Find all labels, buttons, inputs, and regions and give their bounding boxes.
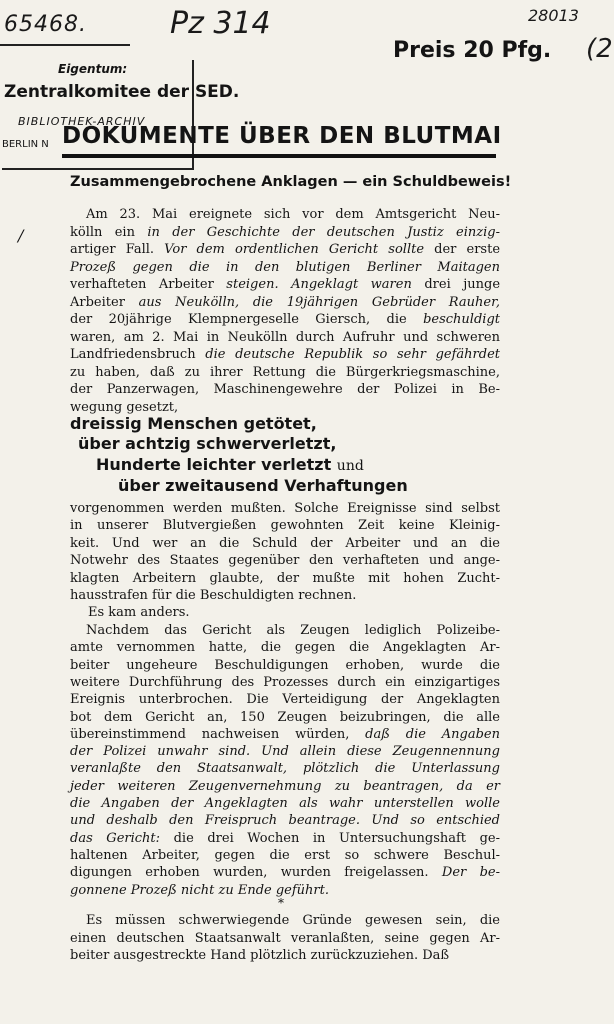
text-segment: einen deutschen Staatsanwalt veranlaßten, seine gegen Ar- <box>70 930 500 946</box>
text-segment: haltenen Arbeiter, gegen die erst so schwere Beschul- <box>70 847 500 863</box>
text-line <box>70 517 500 535</box>
text-line <box>70 381 500 399</box>
text-segment: Ereignis unterbrochen. Die Verteidigung der Angeklagten <box>70 692 500 708</box>
highlight-arrests: über zweitausend Verhaftungen <box>118 476 408 495</box>
subheadline: Zusammengebrochene Anklagen — ein Schuldbeweis! <box>70 174 512 190</box>
text-segment: klagten Arbeitern glaubte, der mußte mit hohen Zucht- <box>70 570 500 586</box>
text-line <box>70 311 500 329</box>
text-segment: daß die Angaben <box>365 726 500 742</box>
text-line <box>70 812 500 830</box>
text-line <box>70 346 500 364</box>
text-line <box>86 206 500 224</box>
text-segment: drei junge <box>424 277 501 292</box>
signature-annotation: Pz 314 <box>170 6 271 41</box>
text-line <box>70 294 500 312</box>
text-segment: die Angaben der Angeklagten als wahr unterstellen wolle <box>70 796 500 811</box>
text-segment: der 20jährige Klempnergeselle Giersch, die <box>70 312 424 327</box>
text-segment: gonnene Prozeß nicht zu Ende geführt. <box>70 882 329 898</box>
text-segment: steigen. Angeklagt waren <box>213 277 425 292</box>
highlight-severely-injured: über achtzig schwerverletzt, <box>78 434 337 453</box>
text-line <box>70 535 500 553</box>
text-line <box>70 795 500 813</box>
inventory-underline <box>0 44 130 46</box>
text-segment: verhafteten Arbeiter <box>70 277 214 292</box>
text-line <box>70 691 500 709</box>
text-segment: Der be- <box>441 865 500 881</box>
text-line <box>70 847 500 865</box>
text-segment: Prozeß gegen die in den blutigen Berliner Maitagen <box>70 259 500 275</box>
stamp-library: BIBLIOTHEK-ARCHIV <box>18 115 146 128</box>
text-segment: weitere Durchführung des Prozesses durch ein einzigartiges <box>70 674 500 690</box>
separator-star: * <box>278 896 284 910</box>
text-segment: das Gericht: <box>70 830 161 846</box>
text-segment: kölln ein <box>70 224 148 240</box>
text-segment: Nachdem das Gericht als Zeugen lediglich Polizeibe- <box>86 623 500 638</box>
text-segment: beiter ausgestreckte Hand plötzlich zurückzuziehen. Daß <box>70 948 450 963</box>
stamp-organization: Zentralkomitee der SED. <box>4 82 240 102</box>
text-line <box>70 500 500 518</box>
short-line: Es kam anders. <box>88 605 190 620</box>
highlight-lightly-injured <box>96 455 364 474</box>
text-line <box>70 241 500 259</box>
text-line <box>70 276 500 294</box>
text-segment: beiter ungeheure Beschuldigungen erhoben, wurde die <box>70 657 500 673</box>
text-line <box>70 709 500 727</box>
text-line <box>70 726 500 744</box>
text-line <box>70 570 500 588</box>
text-line <box>70 930 500 948</box>
text-line <box>70 259 500 277</box>
text-segment: waren, am 2. Mai in Neukölln durch Aufruhr und schweren <box>70 329 500 345</box>
text-segment: der Polizei unwahr sind. Und allein diese Zeugennennung <box>70 744 500 760</box>
text-line <box>70 882 500 900</box>
text-line <box>70 364 500 382</box>
text-segment: bot dem Gericht an, 150 Zeugen beizubringen, die alle <box>70 709 500 725</box>
text-line <box>70 830 500 848</box>
margin-mark: / <box>18 226 24 245</box>
text-segment: veranlaßte den Staatsanwalt, plötzlich die Unterlassung <box>70 761 500 777</box>
text-line <box>70 224 500 242</box>
text-line <box>70 657 500 675</box>
text-line <box>70 552 500 570</box>
text-line <box>70 329 500 347</box>
text-line <box>86 912 500 930</box>
headline: DOKUMENTE ÜBER DEN BLUTMAI <box>62 123 502 149</box>
text-line <box>70 760 500 778</box>
text-segment: der Panzerwagen, Maschinengewehre der Polizei in Be- <box>70 382 500 397</box>
text-segment: und deshalb den Freispruch beantrage. Und so entschied <box>70 813 500 829</box>
inventory-number: 65468. <box>4 12 87 37</box>
text-segment: aus Neukölln, die 19jährigen Gebrüder Rauher, <box>124 294 500 310</box>
side-mark: (2 <box>586 34 613 64</box>
text-segment: in unserer Blutvergießen gewohnten Zeit keine Kleinig- <box>70 518 500 534</box>
text-line <box>70 778 500 796</box>
text-segment: vorgenommen werden mußten. Solche Ereignisse sind selbst <box>70 501 500 516</box>
text-line <box>70 587 500 605</box>
text-segment: artiger Fall. <box>70 242 155 257</box>
highlight-lightly-injured-text: Hunderte leichter verletzt <box>96 455 332 474</box>
text-segment: zu haben, daß zu ihrer Rettung die Bürgerkriegsmaschine, <box>70 364 500 380</box>
text-segment: beschuldigt <box>423 312 500 327</box>
text-segment: in der Geschichte der deutschen Justiz einzig- <box>147 224 500 240</box>
text-segment: die deutsche Republik so sehr gefährdet <box>205 347 500 362</box>
text-segment: Vor dem ordentlichen Gericht sollte <box>154 242 435 257</box>
stamp-city: BERLIN N <box>2 139 49 150</box>
text-line <box>70 864 500 882</box>
text-segment: digungen erhoben wurden, wurden freigelassen. <box>70 865 442 881</box>
text-segment: keit. Und wer an die Schuld der Arbeiter und an die <box>70 535 500 551</box>
text-segment: amte vernommen hatte, die gegen die Angeklagten Ar- <box>70 640 500 656</box>
highlight-dead: dreissig Menschen getötet, <box>70 414 317 433</box>
text-line <box>86 622 500 640</box>
text-line <box>70 743 500 761</box>
text-segment: Landfriedensbruch <box>70 347 206 362</box>
text-segment: übereinstimmend nachweisen würden, <box>70 726 366 742</box>
text-segment: hausstrafen für die Beschuldigten rechnen. <box>70 588 357 603</box>
headline-underline <box>62 154 496 158</box>
text-segment: jeder weiteren Zeugenvernehmung zu beantragen, da er <box>70 778 500 794</box>
text-line <box>70 674 500 692</box>
stamp-owner-label: Eigentum: <box>58 62 128 76</box>
text-segment: Am 23. Mai ereignete sich vor dem Amtsgericht Neu- <box>86 207 500 222</box>
text-segment: der erste <box>434 242 501 257</box>
text-segment: Es müssen schwerwiegende Gründe gewesen sein, die <box>86 913 500 928</box>
price-label: Preis 20 Pfg. <box>393 38 552 63</box>
text-segment: die drei Wochen in Untersuchungshaft ge- <box>160 830 501 846</box>
text-line <box>70 639 500 657</box>
text-segment: Arbeiter <box>70 294 125 310</box>
text-line <box>70 947 500 965</box>
archive-number: 28013 <box>528 6 579 25</box>
text-segment: wegung gesetzt, <box>70 399 179 415</box>
highlight-conjunction: und <box>336 458 364 474</box>
text-segment: Notwehr des Staates gegenüber den verhafteten und ange- <box>70 553 500 569</box>
